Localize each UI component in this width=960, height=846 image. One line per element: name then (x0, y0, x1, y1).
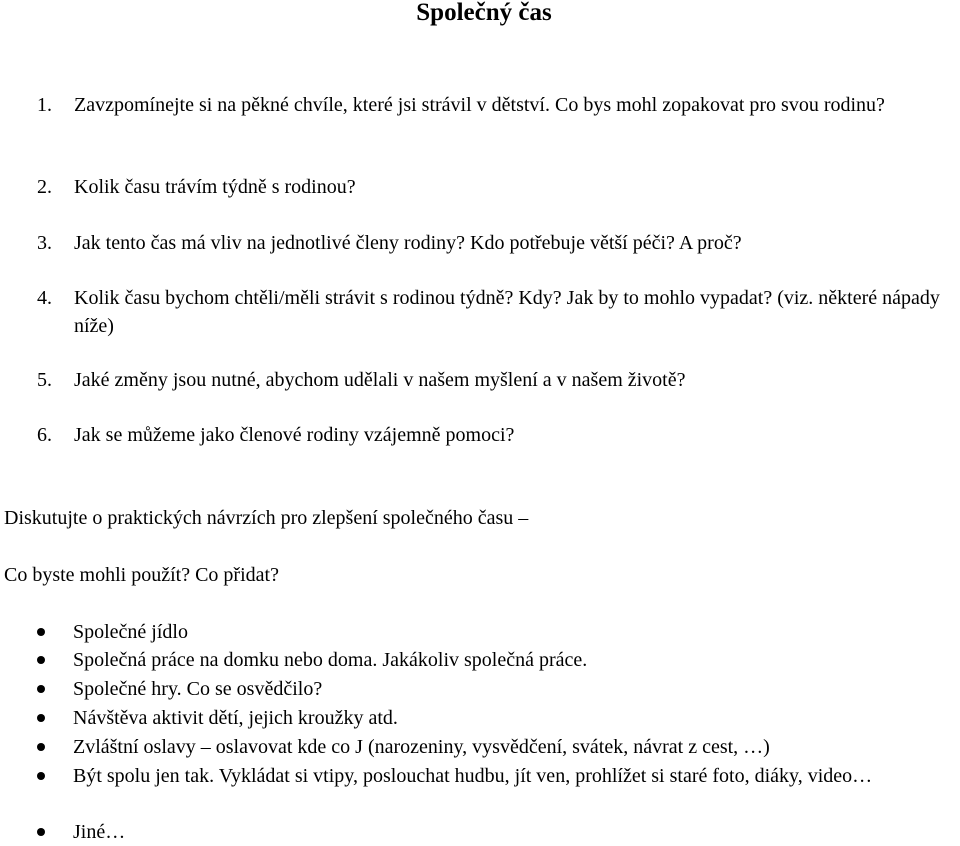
list-item-text: Společné jídlo (73, 621, 188, 643)
question-text: Jak se můžeme jako členové rodiny vzájemně pomoci? (74, 424, 515, 446)
list-item-text: Společné hry. Co se osvědčilo? (73, 678, 323, 700)
question-number: 4. (37, 287, 52, 309)
list-item-text: Jiné… (73, 821, 126, 843)
bullet-icon (37, 685, 45, 693)
question-number: 2. (37, 176, 52, 198)
bullet-icon (37, 714, 45, 722)
list-item-text: Zvláštní oslavy – oslavovat kde co J (narozeniny, vysvědčení, svátek, návrat z cest, …) (73, 736, 770, 758)
page-title: Společný čas (416, 0, 552, 26)
question-number: 3. (37, 232, 52, 254)
bullet-icon (37, 772, 45, 780)
question-number: 1. (37, 94, 52, 116)
question-text: Jaké změny jsou nutné, abychom udělali v našem myšlení a v našem životě? (74, 369, 686, 391)
prompt-text: Co byste mohli použít? Co přidat? (4, 564, 279, 586)
discussion-text: Diskutujte o praktických návrzích pro zlepšení společného času – (4, 507, 529, 529)
question-text: Zavzpomínejte si na pěkné chvíle, které jsi strávil v dětství. Co bys mohl zopakovat pro svou rodinu? (74, 94, 885, 116)
question-text: Kolik času trávím týdně s rodinou? (74, 176, 356, 198)
bullet-icon (37, 628, 45, 636)
question-number: 6. (37, 424, 52, 446)
bullet-icon (37, 656, 45, 664)
bullet-icon (37, 828, 45, 836)
list-item-text: Návštěva aktivit dětí, jejich kroužky atd. (73, 707, 398, 729)
list-item-text: Společná práce na domku nebo doma. Jakákoliv společná práce. (73, 649, 588, 671)
question-text: Kolik času bychom chtěli/měli strávit s rodinou týdně? Kdy? Jak by to mohlo vypadat? (viz. některé nápady níže) (74, 287, 940, 337)
bullet-icon (37, 743, 45, 751)
question-text: Jak tento čas má vliv na jednotlivé členy rodiny? Kdo potřebuje větší péči? A proč? (74, 232, 742, 254)
question-number: 5. (37, 369, 52, 391)
list-item-text: Být spolu jen tak. Vykládat si vtipy, poslouchat hudbu, jít ven, prohlížet si staré foto, diáky, video… (73, 765, 873, 787)
